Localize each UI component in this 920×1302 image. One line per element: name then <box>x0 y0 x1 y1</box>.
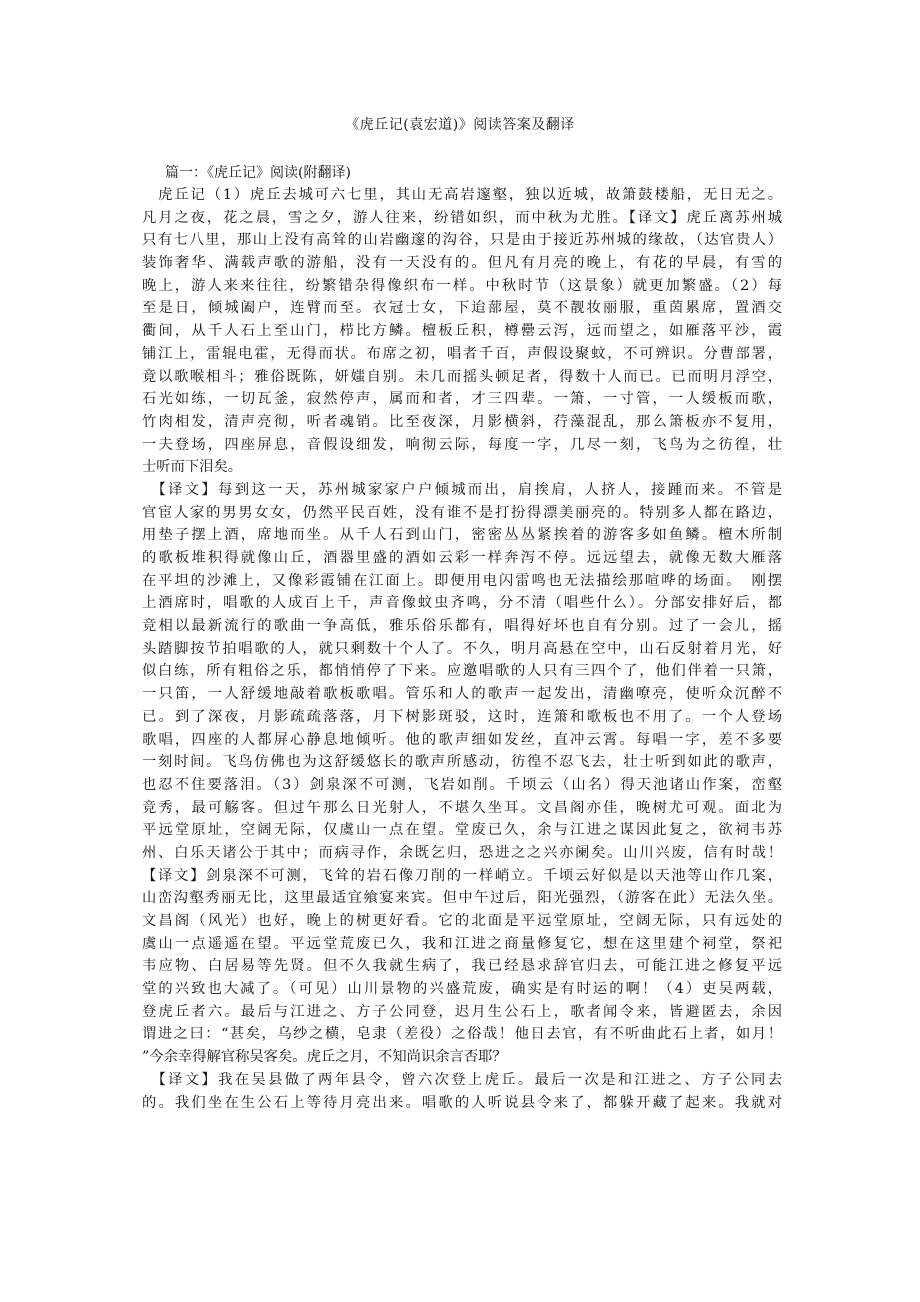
section-heading: 篇一：《虎丘记》阅读(附翻译) <box>165 165 351 181</box>
text-line: 晚上，游人来来往往，纷繁错杂得像织布一样。中秋时节（这景象）就更加繁盛。（2）每 <box>142 277 782 294</box>
text-line: 虎丘记（1）虎丘去城可六七里，其山无高岩邃壑，独以近城，故箫鼓楼船，无日无之。 <box>142 187 782 203</box>
text-line: 平远堂原址，空阔无际，仅虞山一点在望。堂废已久，余与江进之谋因此复之，欲祠韦苏 <box>142 822 782 839</box>
text-line: 装饰奢华、满载声歌的游船，没有一天没有的。但凡有月亮的晚上，有花的早晨，有雪的 <box>142 255 782 272</box>
text-line: 官宦人家的男男女女，仍然平民百姓，没有谁不是打扮得漂美丽亮的。特别多人都在路边， <box>142 504 782 521</box>
text-line: 歌唱，四座的人都屏心静息地倾听。他的歌声细如发丝，直冲云霄。每唱一字，差不多要 <box>142 731 782 748</box>
text-line: 至是日，倾城阖户，连臂而至。衣冠士女，下迨蔀屋，莫不靓妆丽服，重茵累席，置酒交 <box>142 300 782 317</box>
text-line: 在平坦的沙滩上，又像彩霞铺在江面上。即便用电闪雷鸣也无法描绘那喧哗的场面。 刚摆 <box>142 572 782 589</box>
text-line: 【译文】我在吴县做了两年县令，曾六次登上虎丘。最后一次是和江进之、方子公同去 <box>142 1071 782 1088</box>
text-line: 山峦沟壑秀丽无比，这里最适宜飨宴来宾。但中午过后，阳光强烈，（游客在此）无法久坐。 <box>142 890 782 907</box>
text-line: 衢间，从千人石上至山门，栉比方鳞。檀板丘积，樽罍云泻，远而望之，如雁落平沙，霞 <box>142 323 782 340</box>
text-line: 铺江上，雷辊电霍，无得而状。布席之初，唱者千百，声假设聚蚊，不可辨识。分曹部署， <box>142 345 782 362</box>
text-line: 凡月之夜，花之晨，雪之夕，游人往来，纷错如织，而中秋为尤胜。【译文】虎丘离苏州城 <box>142 209 782 226</box>
text-line: 竹肉相发，清声亮彻，听者魂销。比至夜深，月影横斜，荇藻混乱，那么箫板亦不复用， <box>142 413 782 430</box>
text-line: 登虎丘者六。最后与江进之、方子公同登，迟月生公石上，歌者闻令来，皆避匿去，余因 <box>142 1003 782 1020</box>
text-line: 谓进之曰：“甚矣，乌纱之横，皂隶（差役）之俗哉！他日去官，有不听曲此石上者，如月！ <box>142 1026 782 1043</box>
text-line: 的歌板堆积得就像山丘，酒器里盛的酒如云彩一样奔泻不停。远远望去，就像无数大雁落 <box>142 550 782 566</box>
text-line: 一刻时间。飞鸟仿佛也为这舒缓悠长的歌声所感动，彷徨不忍飞去，壮士听到如此的歌声， <box>142 754 782 771</box>
text-line: 堂的兴致也大减了。（可见）山川景物的兴盛荒废，确实是有时运的啊！（4）吏吴两载， <box>142 981 782 998</box>
text-line: 【译文】剑泉深不可测，飞耸的岩石像刀削的一样峭立。千顷云好似是以天池等山作几案， <box>142 867 782 884</box>
text-line: ”今余幸得解官称吴客矣。虎丘之月，不知尚识余言否耶？ <box>142 1049 507 1066</box>
text-line: 似白练，所有粗俗之乐，都悄悄停了下来。应邀唱歌的人只有三四个了，他们伴着一只箫， <box>142 663 782 680</box>
text-line: 虞山一点遥遥在望。平远堂荒废已久，我和江进之商量修复它，想在这里建个祠堂，祭祀 <box>142 935 782 952</box>
text-line: 竟以歌喉相斗；雅俗既陈，妍媸自别。未几而摇头顿足者，得数十人而已。已而明月浮空， <box>142 368 782 385</box>
text-line: 用垫子摆上酒，席地而坐。从千人石到山门，密密丛丛紧挨着的游客多如鱼鳞。檀木所制 <box>142 527 782 544</box>
text-line: 已。到了深夜，月影疏疏落落，月下树影斑驳，这时，连箫和歌板也不用了。一个人登场 <box>142 708 782 725</box>
text-line: 石光如练，一切瓦釜，寂然停声，属而和者，才三四辈。一箫，一寸管，一人缓板而歌， <box>142 391 782 408</box>
document-title: 《虎丘记(袁宏道)》阅读答案及翻译 <box>345 117 575 133</box>
text-line: 【译文】每到这一天，苏州城家家户户倾城而出，肩挨肩，人挤人，接踵而来。不管是 <box>142 481 782 498</box>
text-line: 州、白乐天诸公于其中；而病寻作，余既乞归，恐进之之兴亦阑矣。山川兴废，信有时哉！ <box>142 844 782 861</box>
text-line: 竞秀，最可觞客。但过午那么日光射人，不堪久坐耳。文昌阁亦佳，晚树尤可观。面北为 <box>142 799 782 816</box>
text-line: 士听而下泪矣。 <box>142 459 243 476</box>
text-line: 韦应物、白居易等先贤。但不久我就生病了，我已经恳求辞官归去，可能江进之修复平远 <box>142 958 782 975</box>
text-line: 文昌阁（风光）也好，晚上的树更好看。它的北面是平远堂原址，空阔无际，只有远处的 <box>142 913 782 929</box>
text-line: 只有七八里，那山上没有高耸的山岩幽邃的沟谷，只是由于接近苏州城的缘故，（达官贵人） <box>142 232 782 249</box>
text-line: 的。我们坐在生公石上等待月亮出来。唱歌的人听说县令来了，都躲开藏了起来。我就对 <box>142 1094 782 1111</box>
text-line: 上酒席时，唱歌的人成百上千，声音像蚊虫齐鸣，分不清（唱些什么）。分部安排好后，都 <box>142 595 782 612</box>
text-line: 也忍不住要落泪。（3）剑泉深不可测，飞岩如削。千顷云（山名）得天池诸山作案，峦壑 <box>142 776 782 793</box>
text-line: 竞相以最新流行的歌曲一争高低，雅乐俗乐都有，唱得好坏也自有分别。过了一会儿，摇 <box>142 618 782 635</box>
text-line: 头踏脚按节拍唱歌的人，就只剩数十个人了。不久，明月高悬在空中，山石反射着月光，好 <box>142 640 782 657</box>
text-line: 一夫登场，四座屏息，音假设细发，响彻云际，每度一字，几尽一刻，飞鸟为之彷徨，壮 <box>142 436 782 453</box>
text-line: 一只笛，一人舒缓地敲着歌板歌唱。管乐和人的歌声一起发出，清幽嘹亮，使听众沉醉不 <box>142 686 782 703</box>
body-text <box>142 184 782 1114</box>
